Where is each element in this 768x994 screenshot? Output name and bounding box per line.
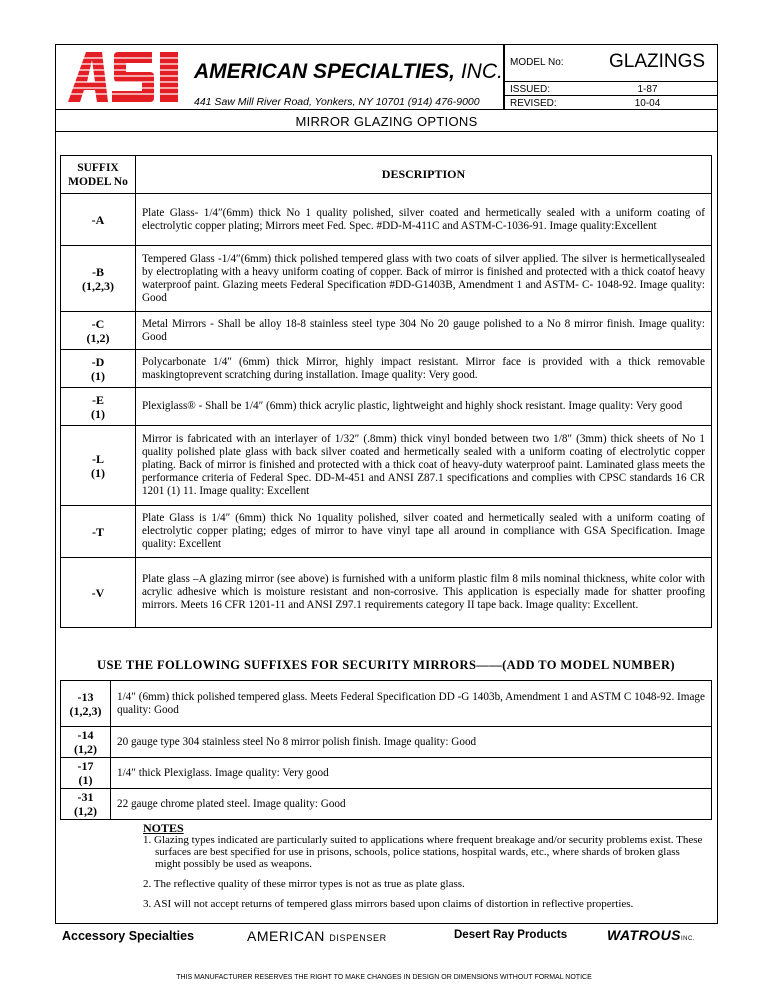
brand-watrous: WATROUSINC. (607, 927, 696, 943)
notes-title: NOTES (143, 821, 184, 835)
revised-value: 10-04 (634, 98, 661, 109)
description-cell: Plate Glass- 1/4″(6mm) thick No 1 quality polished, silver coated and hermetically sealed with a uniform coating of electrolytic copper plating; Mirrors meet Fed. Spec. #DD-M-411C and ASTM-C-1036-91. Image quality:Excellent (135, 194, 711, 246)
suffix-cell: -31 (1,2) (61, 789, 111, 820)
note-item: 1. Glazing types indicated are particularly suited to applications where frequent breakage and/or security problems exist. These surfaces are best specified for use in prisons, schools, police stations, hospital wards, etc., where shards of broken glass might possibly be used as weapons. (143, 834, 703, 870)
description-cell: Plate Glass is 1/4″ (6mm) thick No 1quality polished, silver coated and hermetically sealed with a uniform coating of electrolytic copper plating; edges of mirror to have vinyl tape all around in compliance with GSA Specification. Image quality: Excellent (135, 506, 711, 558)
asi-logo (64, 46, 182, 106)
description-cell: Tempered Glass -1/4″(6mm) thick polished tempered glass with two coats of silver applied. The silver is hermeticallysealed by electroplating with a heavy uniform coating of copper. Back of mirror is finished and protected with a thick coatof heavy waterproof paint. Glazing meets Federal Specification #DD-G1403B, Amendment 1 and ASTM- C- 1048-92. Image quality: Good (135, 246, 711, 312)
notes-section (143, 822, 703, 910)
suffix-cell: -D (1) (61, 350, 136, 388)
header-rule (503, 95, 718, 96)
suffix-cell: -17 (1) (61, 758, 111, 789)
description-header: DESCRIPTION (135, 156, 711, 194)
suffix-cell: -A (61, 194, 136, 246)
company-address: 441 Saw Mill River Road, Yonkers, NY 10701 (914) 476-9000 (194, 96, 480, 108)
table-row (61, 558, 712, 628)
table-row (61, 194, 712, 246)
suffix-cell: -14 (1,2) (61, 727, 111, 758)
table-row (61, 789, 712, 820)
brand-american-dispenser: AMERICAN DISPENSER (247, 928, 387, 944)
revised-label: REVISED: (510, 98, 557, 109)
description-cell: Mirror is fabricated with an interlayer of 1/32″ (.8mm) thick vinyl bonded between two 1/8″ (3mm) thick sheets of No 1 quality polished plate glass with back silver coated and hermetically sealed with a uniform coating of electrolytic copper plating. Back of mirror is finished and protected with a thick coat of heavy-duty waterproof paint. Laminated glass meets the performance criteria of Federal Spec. DD-M-451 and ANSI Z87.1 specifications and complies with CPSC standards 16 CR 1201 (1) 11. Image quality: Excellent (135, 426, 711, 506)
table-row (61, 350, 712, 388)
glazing-table (60, 155, 712, 628)
suffix-cell: -L (1) (61, 426, 136, 506)
brand-accessory-specialties: Accessory Specialties (62, 929, 195, 943)
header-divider (503, 44, 505, 110)
issued-label: ISSUED: (510, 84, 551, 95)
suffix-cell: -C (1,2) (61, 312, 136, 350)
table-row (61, 426, 712, 506)
table-row (61, 388, 712, 426)
note-item: 3. ASI will not accept returns of tempered glass mirrors based upon claims of distortion in reflective properties. (143, 898, 634, 910)
model-label: MODEL No: (510, 57, 564, 68)
disclaimer: THIS MANUFACTURER RESERVES THE RIGHT TO MAKE CHANGES IN DESIGN OR DIMENSIONS WITHOUT FORMAL NOTICE (176, 974, 592, 981)
table-row (61, 758, 712, 789)
page-title: MIRROR GLAZING OPTIONS (295, 114, 478, 129)
description-cell: 1/4″ (6mm) thick polished tempered glass. Meets Federal Specification DD -G 1403b, Amendment 1 and ASTM C 1048-92. Image quality: Good (110, 681, 711, 727)
suffix-cell: -13 (1,2,3) (61, 681, 111, 727)
header-rule (503, 81, 718, 82)
table-header-row (61, 156, 712, 194)
model-value: GLAZINGS (609, 51, 706, 72)
table-row (61, 727, 712, 758)
suffix-cell: -B (1,2,3) (61, 246, 136, 312)
table-row (61, 312, 712, 350)
suffix-cell: -T (61, 506, 136, 558)
description-cell: 1/4″ thick Plexiglass. Image quality: Very good (110, 758, 711, 789)
note-item: 2. The reflective quality of these mirror types is not as true as plate glass. (143, 878, 465, 890)
table-row (61, 246, 712, 312)
description-cell: Plexiglass® - Shall be 1/4″ (6mm) thick acrylic plastic, lightweight and highly shock resistant. Image quality: Very good (135, 388, 711, 426)
table-row (61, 681, 712, 727)
description-cell: 22 gauge chrome plated steel. Image quality: Good (110, 789, 711, 820)
security-table (60, 680, 712, 820)
description-cell: Polycarbonate 1/4″ (6mm) thick Mirror, highly impact resistant. Mirror face is provided with a thick removable maskingtoprevent scratching during installation. Image quality: Very good. (135, 350, 711, 388)
suffix-cell: -E (1) (61, 388, 136, 426)
description-cell: Plate glass –A glazing mirror (see above) is furnished with a uniform plastic film 8 mils nominal thickness, white color with acrylic adhesive which is moisture resistant and non-corrosive. This application is especially made for shatter proofing mirrors. Meets 16 CFR 1201-11 and ANSI Z97.1 requirements category II tape back. Image quality: Excellent. (135, 558, 711, 628)
description-cell: Metal Mirrors - Shall be alloy 18-8 stainless steel type 304 No 20 gauge polished to a No 8 mirror finish. Image quality: Good (135, 312, 711, 350)
issued-value: 1-87 (637, 84, 658, 95)
table-row (61, 506, 712, 558)
brand-desert-ray: Desert Ray Products (454, 929, 568, 941)
suffix-cell: -V (61, 558, 136, 628)
description-cell: 20 gauge type 304 stainless steel No 8 mirror polish finish. Image quality: Good (110, 727, 711, 758)
company-name: AMERICAN SPECIALTIES, INC. (194, 60, 503, 83)
security-heading: USE THE FOLLOWING SUFFIXES FOR SECURITY MIRRORS——(ADD TO MODEL NUMBER) (97, 658, 675, 672)
suffix-header: SUFFIX MODEL No (61, 156, 136, 194)
